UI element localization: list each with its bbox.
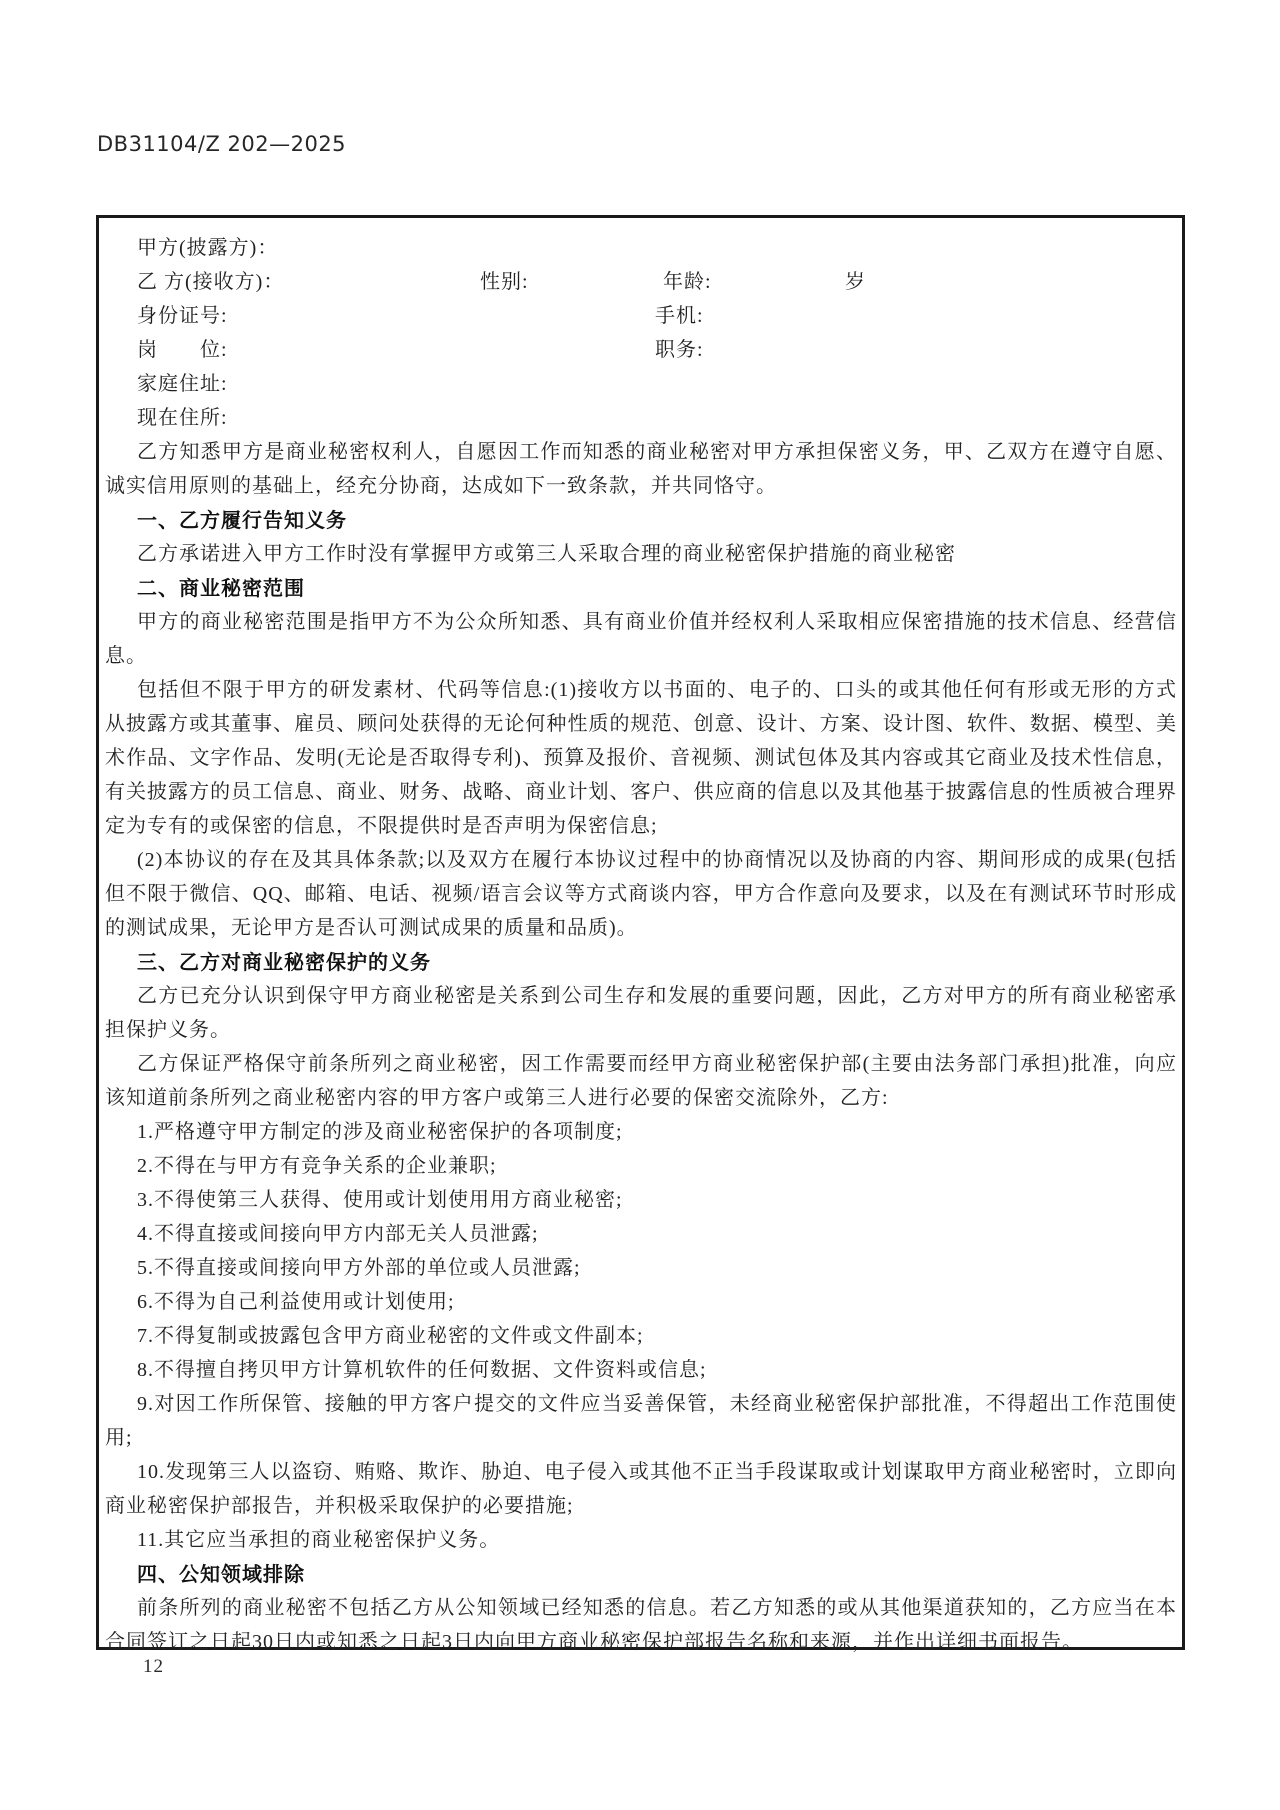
- clause-item-1: 1.严格遵守甲方制定的涉及商业秘密保护的各项制度;: [137, 1121, 623, 1143]
- section-2-paragraph-2: 包括但不限于甲方的研发素材、代码等信息:(1)接收方以书面的、电子的、口头的或其他任何有形或无形的方式从披露方或其董事、雇员、顾问处获得的无论何种性质的规范、创意、设计、方案、设计图、软件、数据、模型、美术作品、文字作品、发明(无论是否取得专利)、预算及报价、音视频、测试包体及其内容或其它商业及技术性信息，有关披露方的员工信息、商业、财务、战略、商业计划、客户、供应商的信息以及其他基于披露信息的性质被合理界定为专有的或保密的信息，不限提供时是否声明为保密信息;: [105, 679, 1177, 837]
- section-3-paragraph-2: 乙方保证严格保守前条所列之商业秘密，因工作需要而经甲方商业秘密保护部(主要由法务部门承担)批准，向应该知道前条所列之商业秘密内容的甲方客户或第三人进行必要的保密交流除外，乙方:: [105, 1053, 1177, 1109]
- age-unit-label: 岁: [845, 271, 866, 293]
- clause-item-9: 9.对因工作所保管、接触的甲方客户提交的文件应当妥善保管，未经商业秘密保护部批准，不得超出工作范围使用;: [105, 1393, 1177, 1449]
- clause-item-8: 8.不得擅自拷贝甲方计算机软件的任何数据、文件资料或信息;: [137, 1359, 707, 1381]
- section-2-paragraph-3: (2)本协议的存在及其具体条款;以及双方在履行本协议过程中的协商情况以及协商的内容、期间形成的成果(包括但不限于微信、QQ、邮箱、电话、视频/语言会议等方式商谈内容，甲方合作意向及要求，以及在有测试环节时形成的测试成果，无论甲方是否认可测试成果的质量和品质)。: [105, 849, 1177, 939]
- mobile-label: 手机:: [655, 305, 704, 327]
- age-label: 年龄:: [663, 271, 712, 293]
- section-4-paragraph: 前条所列的商业秘密不包括乙方从公知领域已经知悉的信息。若乙方知悉的或从其他渠道获知的，乙方应当在本合同签订之日起30日内或知悉之日起3日内向甲方商业秘密保护部报告名称和来源，并作出详细书面报告。: [105, 1597, 1177, 1653]
- form-row-current-residence: [105, 401, 1177, 435]
- id-number-label: 身份证号:: [137, 305, 228, 327]
- home-address-label: 家庭住址:: [137, 373, 228, 395]
- party-b-label: 乙 方(接收方)：: [137, 271, 285, 293]
- post-label: 岗 位:: [137, 339, 228, 361]
- section-1-paragraph: 乙方承诺进入甲方工作时没有掌握甲方或第三人采取合理的商业秘密保护措施的商业秘密: [137, 543, 956, 565]
- form-row-id: [105, 299, 1177, 333]
- clause-item-2: 2.不得在与甲方有竞争关系的企业兼职;: [137, 1155, 497, 1177]
- form-row-party-a: [105, 231, 1177, 265]
- party-a-label: 甲方(披露方)：: [137, 237, 279, 259]
- preamble-paragraph: 乙方知悉甲方是商业秘密权利人，自愿因工作而知悉的商业秘密对甲方承担保密义务，甲、乙双方在遵守自愿、诚实信用原则的基础上，经充分协商，达成如下一致条款，并共同恪守。: [105, 441, 1177, 497]
- gender-label: 性别:: [480, 271, 529, 293]
- duty-label: 职务:: [655, 339, 704, 361]
- clause-item-5: 5.不得直接或间接向甲方外部的单位或人员泄露;: [137, 1257, 581, 1279]
- form-row-post: [105, 333, 1177, 367]
- clause-item-10: 10.发现第三人以盗窃、贿赂、欺诈、胁迫、电子侵入或其他不正当手段谋取或计划谋取甲方商业秘密时，立即向商业秘密保护部报告，并积极采取保护的必要措施;: [105, 1461, 1177, 1517]
- clause-item-6: 6.不得为自己利益使用或计划使用;: [137, 1291, 455, 1313]
- clause-item-3: 3.不得使第三人获得、使用或计划使用用方商业秘密;: [137, 1189, 623, 1211]
- clause-item-11: 11.其它应当承担的商业秘密保护义务。: [137, 1529, 501, 1551]
- standard-doc-code: DB31104/Z 202—2025: [97, 132, 347, 156]
- section-3-paragraph-1: 乙方已充分认识到保守甲方商业秘密是关系到公司生存和发展的重要问题，因此，乙方对甲方的所有商业秘密承担保护义务。: [105, 985, 1177, 1041]
- section-4-title: 四、公知领域排除: [137, 1562, 305, 1586]
- form-row-party-b: [105, 265, 1177, 299]
- current-residence-label: 现在住所:: [137, 407, 228, 429]
- section-1-title: 一、乙方履行告知义务: [137, 508, 347, 532]
- section-2-title: 二、商业秘密范围: [137, 576, 305, 600]
- form-row-home-address: [105, 367, 1177, 401]
- section-2-paragraph-1: 甲方的商业秘密范围是指甲方不为公众所知悉、具有商业价值并经权利人采取相应保密措施的技术信息、经营信息。: [105, 611, 1177, 667]
- clause-item-7: 7.不得复制或披露包含甲方商业秘密的文件或文件副本;: [137, 1325, 644, 1347]
- clause-item-4: 4.不得直接或间接向甲方内部无关人员泄露;: [137, 1223, 539, 1245]
- section-3-title: 三、乙方对商业秘密保护的义务: [137, 950, 431, 974]
- page-number: 12: [143, 1656, 164, 1677]
- contract-border-box: [96, 215, 1185, 1653]
